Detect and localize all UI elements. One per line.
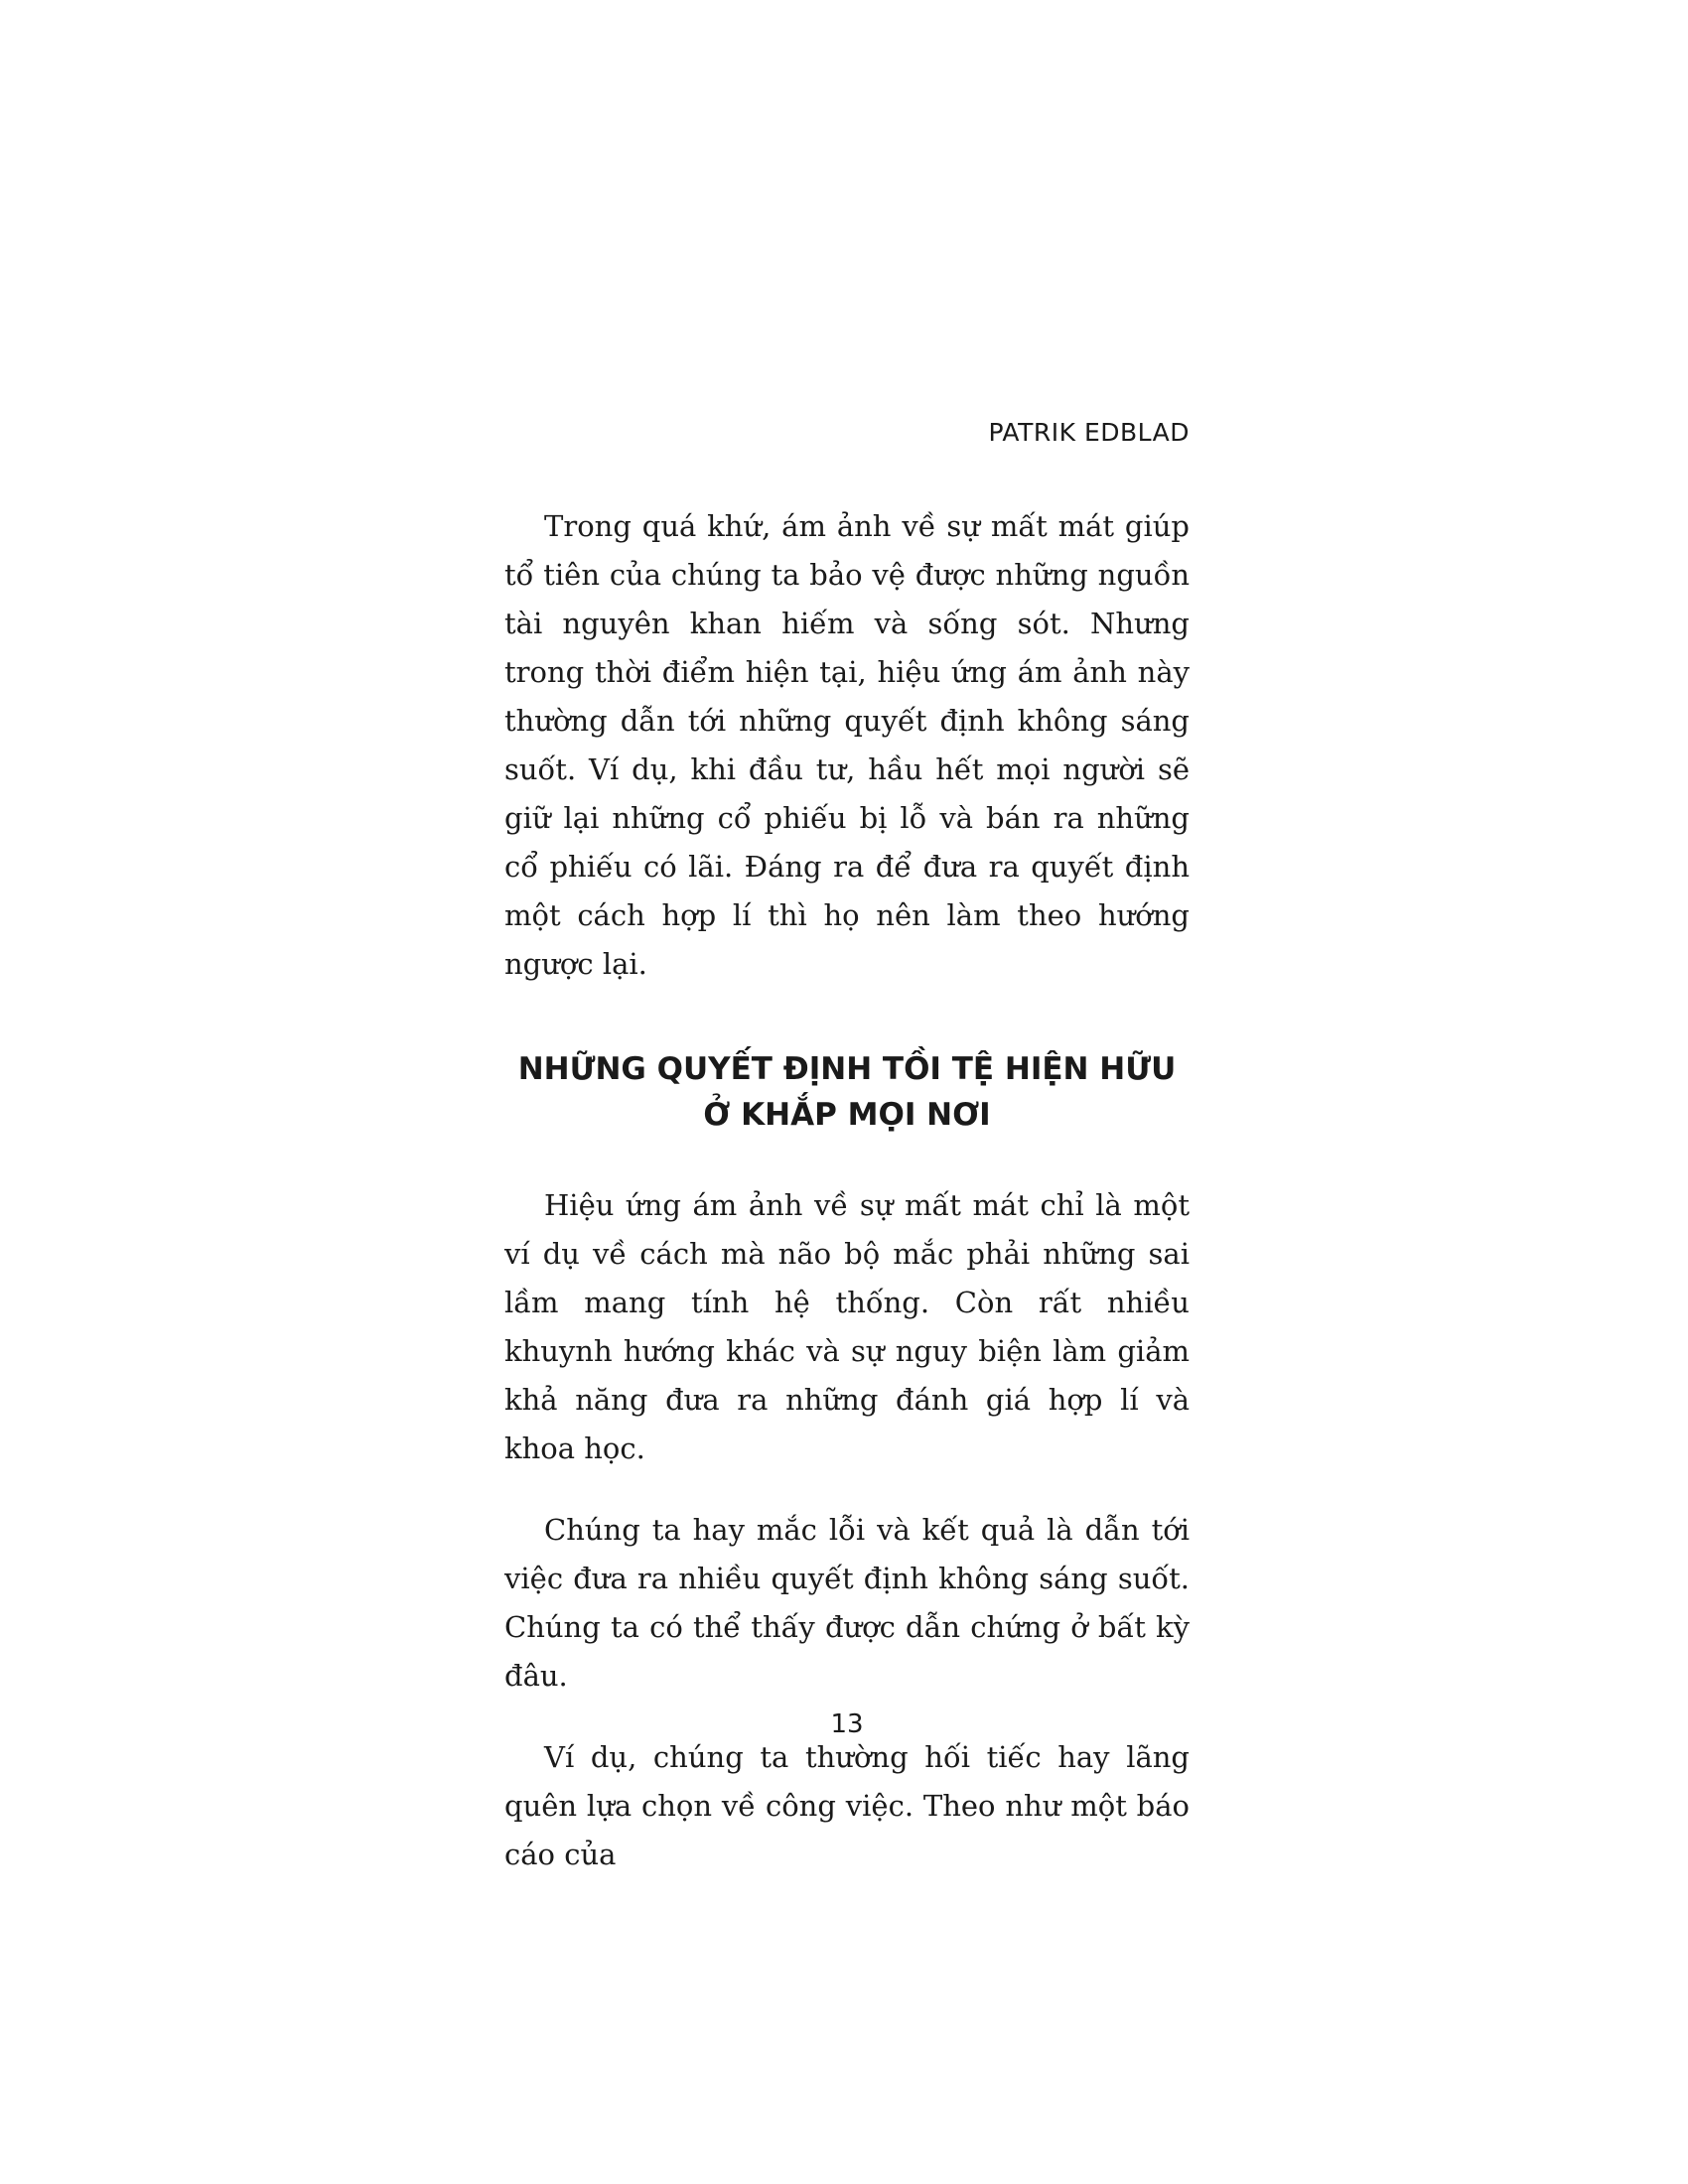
section-heading-line: Ở KHẮP MỌI NƠI: [703, 1097, 991, 1133]
running-header: PATRIK EDBLAD: [988, 418, 1190, 447]
paragraph: Chúng ta hay mắc lỗi và kết quả là dẫn tới việc đưa ra nhiều quyết định không sáng suốt. Chúng ta có thể thấy được dẫn chứng ở bất kỳ đâu.: [504, 1513, 1190, 1693]
paragraph: Trong quá khứ, ám ảnh về sự mất mát giúp tổ tiên của chúng ta bảo vệ được những nguồn tài nguyên khan hiếm và sống sót. Nhưng trong thời điểm hiện tại, hiệu ứng ám ảnh này thường dẫn tới những quyết định không sáng suốt. Ví dụ, khi đầu tư, hầu hết mọi người sẽ giữ lại những cổ phiếu bị lỗ và bán ra những cổ phiếu có lãi. Đáng ra để đưa ra quyết định một cách hợp lí thì họ nên làm theo hướng ngược lại.: [504, 509, 1190, 981]
paragraph: Hiệu ứng ám ảnh về sự mất mát chỉ là một ví dụ về cách mà não bộ mắc phải những sai lầm mang tính hệ thống. Còn rất nhiều khuynh hướng khác và sự nguy biện làm giảm khả năng đưa ra những đánh giá hợp lí và khoa học.: [504, 1188, 1190, 1465]
section-heading: [504, 1046, 1190, 1138]
page-number: 13: [830, 1709, 864, 1739]
section-heading-line: NHỮNG QUYẾT ĐỊNH TỒI TỆ HIỆN HỮU: [517, 1051, 1177, 1087]
body-text: [504, 502, 1190, 1879]
paragraph: Ví dụ, chúng ta thường hối tiếc hay lãng quên lựa chọn về công việc. Theo như một báo cáo của: [504, 1740, 1190, 1871]
